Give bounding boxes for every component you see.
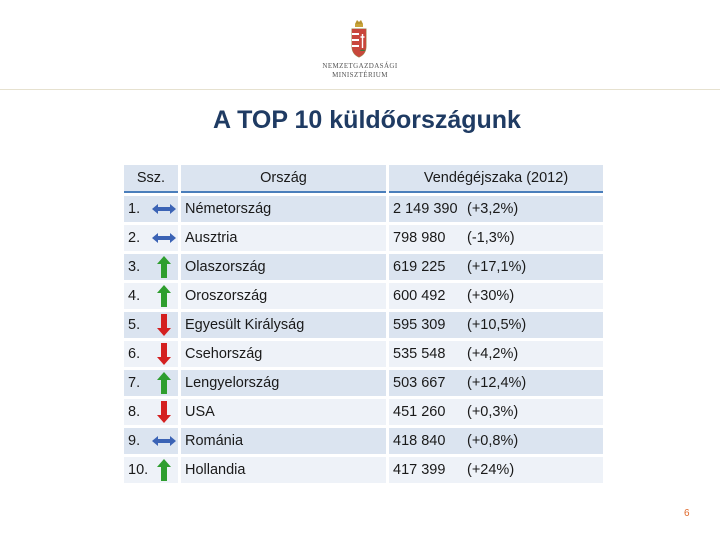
table-row bbox=[124, 370, 603, 396]
ministry-name bbox=[318, 62, 402, 80]
rank-number: 4. bbox=[128, 288, 141, 304]
change-value: (+3,2%) bbox=[467, 201, 519, 217]
table-row bbox=[124, 399, 603, 425]
rank-number: 9. bbox=[128, 433, 141, 449]
change-value: (+12,4%) bbox=[467, 375, 527, 391]
table-row bbox=[124, 196, 603, 222]
nights-cell bbox=[389, 254, 603, 280]
change-value: (+0,8%) bbox=[467, 433, 519, 449]
country-cell: Egyesült Királyság bbox=[181, 312, 386, 338]
table-row bbox=[124, 312, 603, 338]
rank-cell bbox=[124, 341, 178, 367]
nights-value: 451 260 bbox=[393, 404, 446, 420]
table-row bbox=[124, 225, 603, 251]
nights-cell bbox=[389, 457, 603, 483]
arrow-up-icon bbox=[150, 370, 178, 396]
country-cell: Oroszország bbox=[181, 283, 386, 309]
nights-cell bbox=[389, 196, 603, 222]
rank-cell bbox=[124, 196, 178, 222]
rank-number: 5. bbox=[128, 317, 141, 333]
country-cell: Hollandia bbox=[181, 457, 386, 483]
ministry-name-line2: MINISZTÉRIUM bbox=[332, 71, 388, 79]
table-row bbox=[124, 283, 603, 309]
country-cell: Olaszország bbox=[181, 254, 386, 280]
rank-number: 7. bbox=[128, 375, 141, 391]
change-value: (-1,3%) bbox=[467, 230, 515, 246]
rank-number: 8. bbox=[128, 404, 141, 420]
change-value: (+17,1%) bbox=[467, 259, 527, 275]
nights-value: 2 149 390 bbox=[393, 201, 458, 217]
nights-value: 535 548 bbox=[393, 346, 446, 362]
header-country: Ország bbox=[181, 165, 386, 193]
country-cell: USA bbox=[181, 399, 386, 425]
country-cell: Románia bbox=[181, 428, 386, 454]
table-header-row bbox=[124, 165, 603, 193]
top10-table bbox=[121, 162, 606, 486]
arrow-up-icon bbox=[150, 457, 178, 483]
nights-value: 798 980 bbox=[393, 230, 446, 246]
nights-cell bbox=[389, 283, 603, 309]
change-value: (+10,5%) bbox=[467, 317, 527, 333]
nights-value: 503 667 bbox=[393, 375, 446, 391]
ministry-name-line1: NEMZETGAZDASÁGI bbox=[322, 62, 398, 70]
change-value: (+0,3%) bbox=[467, 404, 519, 420]
coat-of-arms-icon bbox=[348, 18, 370, 60]
change-value: (+30%) bbox=[467, 288, 515, 304]
nights-value: 417 399 bbox=[393, 462, 446, 478]
header-divider bbox=[0, 89, 720, 90]
table-row bbox=[124, 457, 603, 483]
arrow-up-icon bbox=[150, 254, 178, 280]
ministry-logo bbox=[318, 18, 402, 84]
arrow-left-right-icon bbox=[150, 196, 178, 222]
header-rank: Ssz. bbox=[124, 165, 178, 193]
table-row bbox=[124, 254, 603, 280]
nights-value: 600 492 bbox=[393, 288, 446, 304]
country-cell: Lengyelország bbox=[181, 370, 386, 396]
page-number: 6 bbox=[684, 508, 690, 519]
rank-number: 2. bbox=[128, 230, 141, 246]
rank-cell bbox=[124, 370, 178, 396]
arrow-left-right-icon bbox=[150, 428, 178, 454]
rank-number: 1. bbox=[128, 201, 141, 217]
slide-title: A TOP 10 küldőországunk bbox=[213, 106, 521, 134]
nights-cell bbox=[389, 428, 603, 454]
nights-value: 619 225 bbox=[393, 259, 446, 275]
change-value: (+24%) bbox=[467, 462, 515, 478]
rank-cell bbox=[124, 283, 178, 309]
arrow-down-icon bbox=[150, 341, 178, 367]
rank-cell bbox=[124, 428, 178, 454]
nights-cell bbox=[389, 225, 603, 251]
arrow-down-icon bbox=[150, 312, 178, 338]
rank-cell bbox=[124, 457, 178, 483]
rank-number: 3. bbox=[128, 259, 141, 275]
rank-cell bbox=[124, 254, 178, 280]
country-cell: Csehország bbox=[181, 341, 386, 367]
nights-cell bbox=[389, 370, 603, 396]
header-nights: Vendégéjszaka (2012) bbox=[389, 165, 603, 193]
rank-cell bbox=[124, 312, 178, 338]
country-cell: Ausztria bbox=[181, 225, 386, 251]
nights-value: 418 840 bbox=[393, 433, 446, 449]
nights-cell bbox=[389, 312, 603, 338]
change-value: (+4,2%) bbox=[467, 346, 519, 362]
nights-cell bbox=[389, 341, 603, 367]
arrow-down-icon bbox=[150, 399, 178, 425]
country-cell: Németország bbox=[181, 196, 386, 222]
arrow-up-icon bbox=[150, 283, 178, 309]
rank-cell bbox=[124, 399, 178, 425]
rank-cell bbox=[124, 225, 178, 251]
nights-cell bbox=[389, 399, 603, 425]
rank-number: 10. bbox=[128, 462, 149, 478]
table-row bbox=[124, 341, 603, 367]
arrow-left-right-icon bbox=[150, 225, 178, 251]
nights-value: 595 309 bbox=[393, 317, 446, 333]
rank-number: 6. bbox=[128, 346, 141, 362]
table-row bbox=[124, 428, 603, 454]
